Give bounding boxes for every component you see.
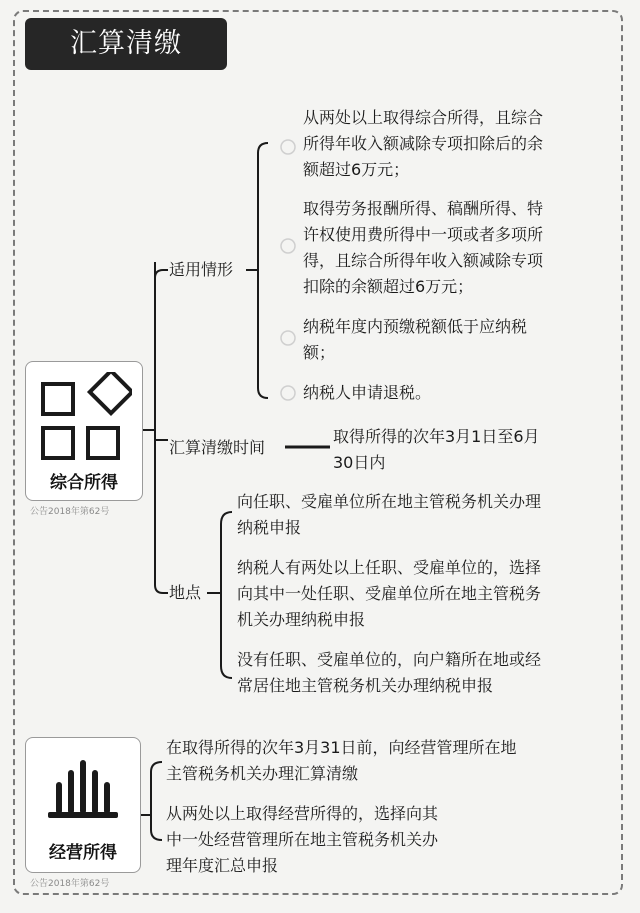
page-title: 汇算清缴	[25, 18, 227, 70]
category-title: 综合所得	[50, 473, 118, 493]
branch-label-location: 地点	[169, 583, 202, 602]
leaf-item: 从两处以上取得综合所得，且综合 所得年收入额减除专项扣除后的余 额超过6万元；	[303, 108, 544, 179]
leaf-item: 向任职、受雇单位所在地主管税务机关办理 纳税申报	[237, 492, 542, 537]
source-note: 公告2018年第62号	[30, 879, 110, 889]
leaf-item: 在取得所得的次年3月31日前，向经营管理所在地 主管税务机关办理汇算清缴	[166, 738, 517, 783]
leaf-item: 纳税人申请退税。	[303, 383, 432, 402]
leaf-item: 从两处以上取得经营所得的，选择向其 中一处经营管理所在地主管税务机关办 理年度汇总申报	[166, 804, 439, 875]
branch-label-applicable-cases: 适用情形	[169, 260, 234, 279]
bar-chart-icon	[44, 752, 124, 822]
source-note: 公告2018年第62号	[30, 507, 110, 517]
branch-label-settlement-time: 汇算清缴时间	[169, 438, 266, 457]
leaf-item: 取得所得的次年3月1日至6月 30日内	[333, 427, 540, 472]
category-title: 经营所得	[49, 843, 117, 863]
leaf-item: 取得劳务报酬所得、稿酬所得、特 许权使用费所得中一项或者多项所 得，且综合所得年收入额减除专项 扣除的余额超过6万元；	[303, 199, 544, 296]
squares-diamond-icon	[36, 372, 132, 462]
leaf-item: 纳税年度内预缴税额低于应纳税 额；	[303, 317, 528, 362]
category-card-business	[25, 737, 141, 873]
category-card-comprehensive	[25, 361, 143, 501]
leaf-item: 没有任职、受雇单位的，向户籍所在地或经 常居住地主管税务机关办理纳税申报	[237, 650, 542, 695]
leaf-item: 纳税人有两处以上任职、受雇单位的，选择 向其中一处任职、受雇单位所在地主管税务 机关办理纳税申报	[237, 558, 542, 629]
